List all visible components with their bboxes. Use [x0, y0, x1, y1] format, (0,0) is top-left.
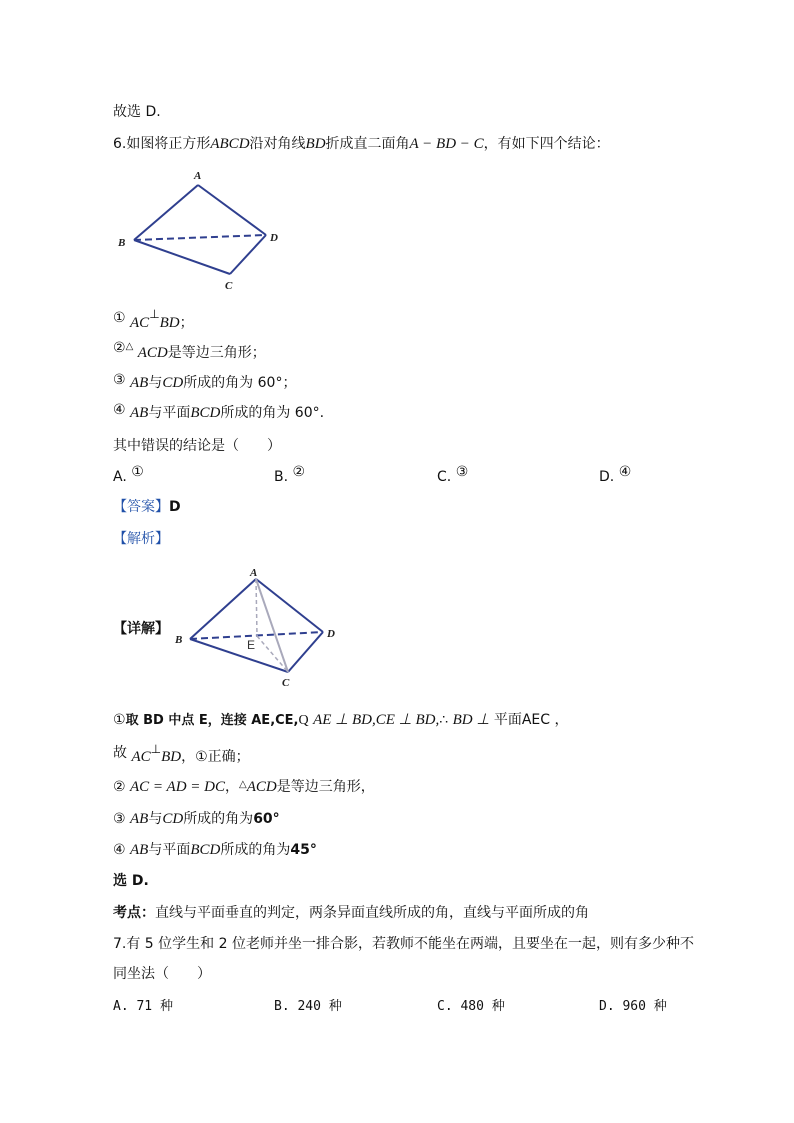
answer-value: D: [169, 499, 181, 515]
edge-ab: [134, 185, 198, 240]
statement-3: ③ AB与CD所成的角为 60°；: [113, 372, 297, 391]
vertex-label-d: D: [270, 232, 278, 244]
question-number: 6.: [113, 136, 127, 152]
edge-ad: [198, 185, 266, 235]
question-7-stem-line-1: 7.有 5 位学生和 2 位老师并坐一排合影，若教师不能坐在两端，且要坐在一起，则有多少种不: [113, 936, 694, 952]
edge-ac: [256, 579, 288, 672]
edge-ab: [190, 579, 256, 639]
edge-cd: [288, 632, 323, 672]
statement-2: ②△ ACD是等边三角形；: [113, 340, 266, 361]
figure-folded-square: [112, 166, 292, 296]
detail-line-2: 故 AC⊥BD，①正确；: [113, 742, 250, 765]
choice-d[interactable]: D. ④: [599, 464, 632, 485]
statement-1: ① AC⊥BD；: [113, 307, 194, 331]
vertex-label-c: C: [282, 677, 290, 689]
statement-4: ④ AB与平面BCD所成的角为 60°.: [113, 402, 325, 421]
edge-bc: [134, 240, 230, 274]
prev-answer-line: 故选 D.: [113, 104, 161, 120]
detail-line-3: ② AC = AD = DC，△ACD是等边三角形，: [113, 779, 375, 795]
choice-b[interactable]: B. ②: [274, 464, 306, 485]
choice7-c[interactable]: C. 480 种: [437, 999, 505, 1014]
final-pick: 选 D.: [113, 873, 149, 889]
detail-line-5: ④ AB与平面BCD所成的角为45°: [113, 842, 317, 858]
detail-tag: 【详解】: [113, 621, 169, 637]
choice-a[interactable]: A. ①: [113, 464, 144, 485]
choice-c[interactable]: C. ③: [437, 464, 469, 485]
edge-bd-dashed: [134, 235, 266, 240]
analysis-tag: 【解析】: [113, 531, 169, 547]
choice7-b[interactable]: B. 240 种: [274, 999, 342, 1014]
question-prompt: 其中错误的结论是（ ）: [113, 438, 281, 454]
figure-tetrahedron: [170, 562, 350, 692]
vertex-label-a: A: [250, 567, 258, 579]
edge-bc: [190, 639, 288, 672]
vertex-label-b: B: [118, 237, 126, 249]
answer-tag: 【答案】: [113, 499, 169, 515]
choice7-a[interactable]: A. 71 种: [113, 999, 173, 1014]
detail-line-4: ③ AB与CD所成的角为60°: [113, 811, 280, 827]
answer-line: [113, 497, 181, 517]
question-6-stem: 6.如图将正方形ABCD沿对角线BD折成直二面角A − BD − C，有如下四个结论：: [113, 136, 610, 152]
vertex-label-c: C: [225, 280, 233, 292]
point-label-e: E: [247, 638, 256, 652]
edge-cd: [230, 235, 266, 274]
vertex-label-b: B: [175, 634, 183, 646]
vertex-label-d: D: [327, 628, 335, 640]
choice7-d[interactable]: D. 960 种: [599, 999, 667, 1014]
question-7-stem-line-2: 同坐法（ ）: [113, 966, 211, 982]
detail-line-1: ①取 BD 中点 E，连接 AE,CE,Q AE ⊥ BD,CE ⊥ BD,∴ BD ⊥ 平面AEC ，: [113, 712, 569, 728]
segment-ae-dashed: [256, 579, 257, 636]
knowledge-points: 考点：直线与平面垂直的判定，两条异面直线所成的角，直线与平面所成的角: [113, 905, 589, 921]
vertex-label-a: A: [194, 170, 202, 182]
